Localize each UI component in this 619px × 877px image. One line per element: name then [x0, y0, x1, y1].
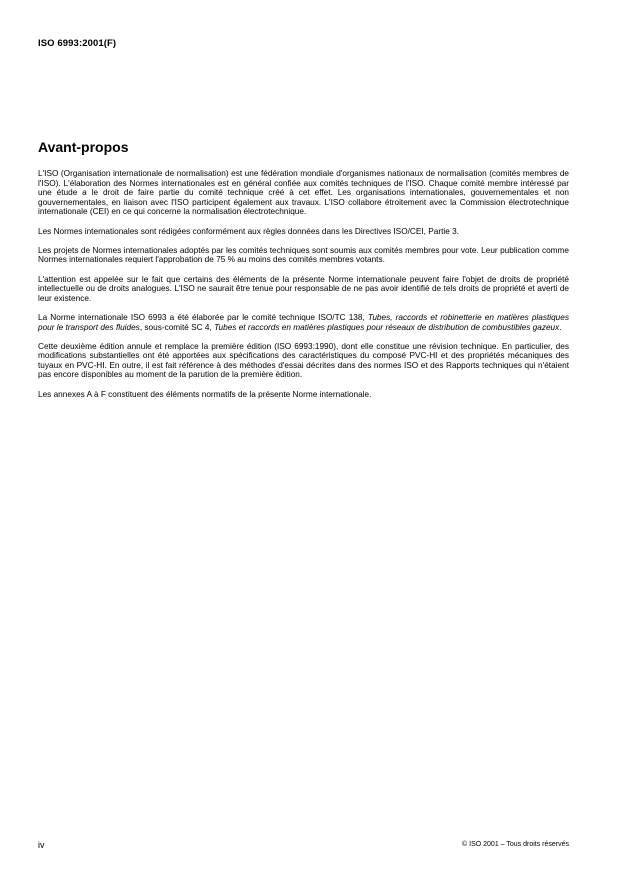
committee-title-italic: Tubes, raccords et robinetterie en matières plastiques pour le transport des fluides [38, 312, 569, 332]
paragraph-iso-organisation: L'ISO (Organisation internationale de normalisation) est une fédération mondiale d'organismes nationaux de normalisation (comités membres de l'ISO). L'élaboration des Normes internationales est en général confiée aux comités techniques de l'ISO. Chaque comité membre intéressé par une étude a le droit de faire partie du comité technique créé à cet effet. Les organisations internationales, gouvernementales et non gouvernementales, en liaison avec l'ISO participent également aux travaux. L'ISO collabore étroitement avec la Commission électrotechnique internationale (CEI) en ce qui concerne la normalisation électrotechnique. [38, 169, 569, 217]
paragraph-annexes: Les annexes A à F constituent des éléments normatifs de la présente Norme internationale. [38, 389, 372, 399]
paragraph-committee [38, 313, 569, 332]
paragraph-patent-rights: L'attention est appelée sur le fait que certains des éléments de la présente Norme internationale peuvent faire l'objet de droits de propriété intellectuelle ou de droits analogues. L'ISO ne saurait être tenue pour responsable de ne pas avoir identifié de tels droits de propriété et averti de leur existence. [38, 274, 569, 303]
paragraph-edition: Cette deuxième édition annule et remplace la première édition (ISO 6993:1990), dont elle constitue une révision technique. En particulier, des modifications substantielles ont été apportées aux spécifications des caractéristiques du composé PVC-HI et des propriétés mécaniques des tuyaux en PVC-HI. En outre, il est fait référence à des méthodes d'essai décrites dans des normes ISO et des Rapports techniques qui n'étaient pas encore disponibles au moment de la parution de la première édition. [38, 341, 569, 380]
subcommittee-title-italic: Tubes et raccords en matières plastiques pour réseaux de distribution de combustibles gazeux [214, 322, 560, 332]
copyright-notice: © ISO 2001 – Tous droits réservés [462, 841, 569, 848]
paragraph-voting: Les projets de Normes internationales adoptés par les comités techniques sont soumis aux comités membres pour vote. Leur publication comme Normes internationales requiert l'approbation de 75 % au moins des comités membres votants. [38, 245, 569, 265]
committee-text-end: . [559, 322, 562, 332]
page-number: iv [38, 840, 45, 850]
foreword-body [38, 169, 569, 409]
paragraph-drafting-rules: Les Normes internationales sont rédigées conformément aux règles données dans les Directives ISO/CEI, Partie 3. [38, 226, 459, 236]
page-title: Avant-propos [38, 139, 129, 155]
committee-text-1: La Norme internationale ISO 6993 a été élaborée par le comité technique ISO/TC 138, [38, 312, 368, 322]
committee-text-2: , sous-comité SC 4, [139, 322, 215, 332]
document-id-header: ISO 6993:2001(F) [38, 38, 117, 49]
